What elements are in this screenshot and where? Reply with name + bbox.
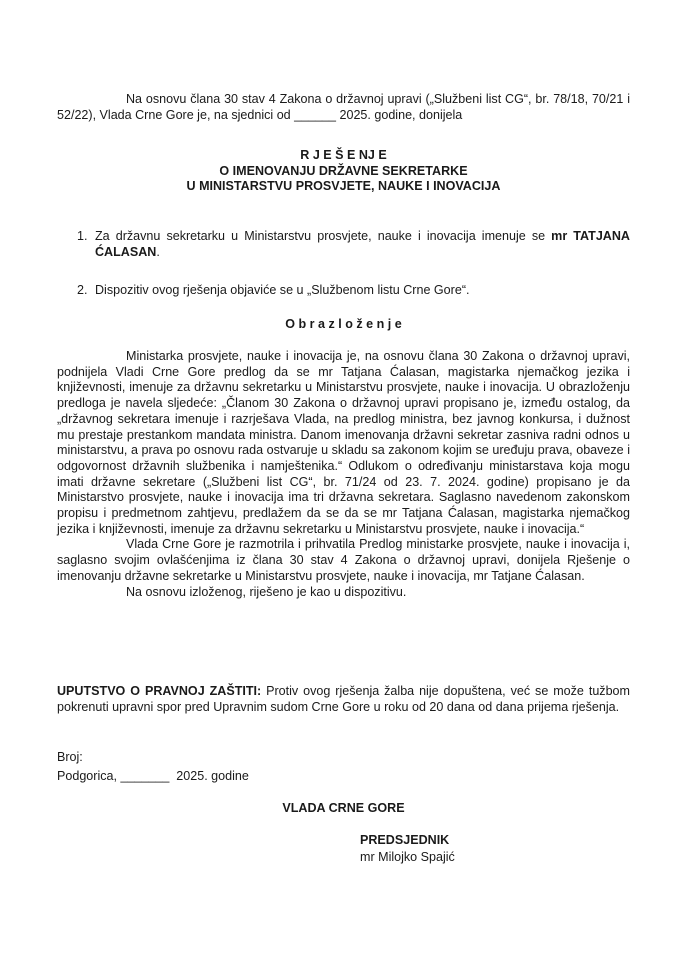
reasoning-paragraph: Vlada Crne Gore je razmotrila i prihvatila Predlog ministarke prosvjete, nauke i inovacija i, saglasno svojim ovlašćenjima iz člana 30 stav 4 Zakona o državnoj upravi, donijela Rješenje o imenovanju državne sekretarke u Ministarstvu prosvjete, nauke i inovacija, mr Tatjane Ćalasan. bbox=[57, 537, 630, 583]
item-number: 2. bbox=[77, 283, 88, 297]
reasoning-heading: O b r a z l o ž e n j e bbox=[285, 317, 402, 331]
title-line-2: O IMENOVANJU DRŽAVNE SEKRETARKE bbox=[219, 163, 468, 178]
government-name: VLADA CRNE GORE bbox=[282, 801, 405, 815]
reasoning-paragraph: Na osnovu izloženog, riješeno je kao u dispozitivu. bbox=[126, 584, 407, 599]
signatory-title: PREDSJEDNIK bbox=[360, 833, 450, 847]
signatory-name: mr Milojko Spajić bbox=[360, 850, 455, 864]
document-title bbox=[57, 148, 630, 195]
legal-notice-label: UPUTSTVO O PRAVNOJ ZAŠTITI: bbox=[57, 684, 262, 698]
reasoning-paragraph: Ministarka prosvjete, nauke i inovacija je, na osnovu člana 30 Zakona o državnoj upravi, podnijela Vladi Crne Gore predlog da se mr Tatjana Ćalasan, magistarka njemačkog jezika i književnosti, imenuje za državnu sekretarku u Ministarstvu prosvjete, nauke i inovacija. U obrazloženju predloga je navela sljedeće: „Članom 30 Zakona o državnoj upravi propisano je, između ostalog, da „državnog sekretara imenuje i razrješava Vlada, na predlog ministra, bez javnog konkursa, i dužnost mu prestaje prestankom mandata ministra. Danom imenovanja državni sekretar zasniva radni odnos u ministarstvu, a prava po osnovu rada ostvaruje u skladu sa zakonom kojim se uređuju prava, obaveze i odgovornost državnih službenika i namještenika.“ Odlukom o određivanju ministarstava koja mogu imati državne sekretare („Službeni list CG“, br. 71/24 od 23. 7. 2024. godine) propisano je da Ministarstvo prosvjete, nauke i inovacija ima tri državna sekretara. Saglasno navedenom zakonskom propisu i predmetnom zahtjevu, predlažem da se da se mr Tatjana Ćalasan, magistarka njemačkog jezika i književnosti, imenuje za državnu sekretarku u Ministarstvu prosvjete, nauke i inovacija.“ bbox=[57, 349, 630, 536]
dispositive-item-1 bbox=[77, 229, 630, 260]
legal-notice-text: Protiv ovog rješenja žalba nije dopuštena, već se može tužbom pokrenuti upravni spor pred Upravnim sudom Crne Gore u roku od 20 dana od dana prijema rješenja. bbox=[57, 684, 630, 714]
item-text: Za državnu sekretarku u Ministarstvu prosvjete, nauke i inovacija imenuje se bbox=[95, 229, 552, 243]
reasoning-section bbox=[57, 349, 630, 600]
item-text: Dispozitiv ovog rješenja objaviće se u „Službenom listu Crne Gore“. bbox=[95, 283, 470, 297]
dispositive-item-2 bbox=[77, 283, 630, 299]
title-line-3: U MINISTARSTVU PROSVJETE, NAUKE I INOVACIJA bbox=[186, 179, 501, 194]
preamble: Na osnovu člana 30 stav 4 Zakona o državnoj upravi („Službeni list CG“, br. 78/18, 70/21 i 52/22), Vlada Crne Gore je, na sjednici od ______ 2025. godine, donijela bbox=[57, 92, 630, 122]
reference-number: Broj: bbox=[57, 750, 83, 764]
legal-notice bbox=[57, 684, 630, 715]
title-line-1: R J E Š E NJ E bbox=[300, 148, 387, 162]
item-number: 1. bbox=[77, 229, 88, 243]
item-end: . bbox=[156, 244, 160, 259]
appointee-name: mr TATJANA ĆALASAN bbox=[95, 229, 630, 259]
place-date: Podgorica, _______ 2025. godine bbox=[57, 769, 249, 783]
